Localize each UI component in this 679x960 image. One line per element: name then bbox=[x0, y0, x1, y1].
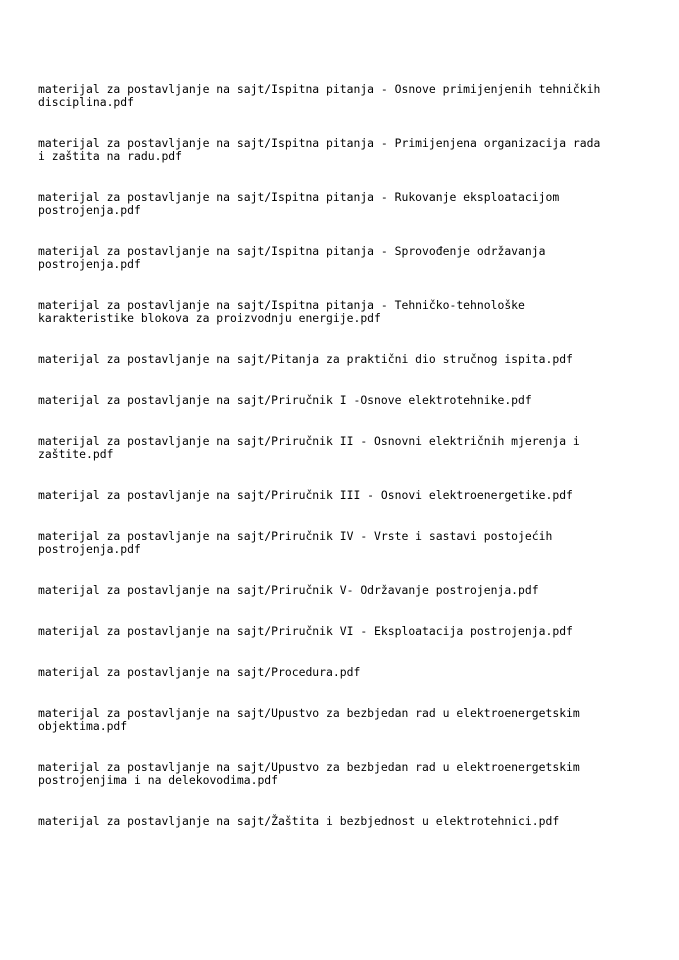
file-path-line-2: objektima.pdf bbox=[38, 718, 128, 733]
file-path-entry bbox=[38, 707, 643, 732]
file-path-line-1: materijal za postavljanje na sajt/Priručnik VI - Eksploatacija postrojenja.pdf bbox=[38, 624, 573, 638]
file-path-line-1: materijal za postavljanje na sajt/Upustvo za bezbjedan rad u elektroenergetskim bbox=[38, 706, 580, 720]
file-path-line-1: materijal za postavljanje na sajt/Ispitna pitanja - Tehničko-tehnološke bbox=[38, 298, 525, 312]
file-path-line-1: materijal za postavljanje na sajt/Upustvo za bezbjedan rad u elektroenergetskim bbox=[38, 760, 580, 774]
file-path-line-1: materijal za postavljanje na sajt/Priručnik IV - Vrste i sastavi postojećih bbox=[38, 529, 553, 543]
file-path-entry bbox=[38, 394, 643, 407]
file-path-entry bbox=[38, 83, 643, 108]
file-path-line-1: materijal za postavljanje na sajt/Pitanja za praktični dio stručnog ispita.pdf bbox=[38, 352, 573, 366]
file-path-entry bbox=[38, 761, 643, 786]
file-path-line-2: disciplina.pdf bbox=[38, 94, 135, 109]
file-path-entry bbox=[38, 245, 643, 270]
file-path-line-1: materijal za postavljanje na sajt/Priručnik II - Osnovni električnih mjerenja i bbox=[38, 434, 580, 448]
file-list bbox=[38, 83, 643, 856]
file-path-entry bbox=[38, 666, 643, 679]
file-path-entry bbox=[38, 353, 643, 366]
file-path-line-2: postrojenja.pdf bbox=[38, 541, 141, 556]
file-path-line-1: materijal za postavljanje na sajt/Ispitna pitanja - Rukovanje eksploatacijom bbox=[38, 190, 560, 204]
file-path-line-1: materijal za postavljanje na sajt/Priručnik I -Osnove elektrotehnike.pdf bbox=[38, 393, 532, 407]
file-path-line-2: postrojenjima i na delekovodima.pdf bbox=[38, 772, 279, 787]
file-path-line-2: postrojenja.pdf bbox=[38, 256, 141, 271]
file-path-line-1: materijal za postavljanje na sajt/Žaštita i bezbjednost u elektrotehnici.pdf bbox=[38, 814, 560, 828]
file-path-entry bbox=[38, 489, 643, 502]
file-path-entry bbox=[38, 530, 643, 555]
file-path-line-2: karakteristike blokova za proizvodnju energije.pdf bbox=[38, 310, 381, 325]
file-path-entry bbox=[38, 435, 643, 460]
file-path-line-1: materijal za postavljanje na sajt/Ispitna pitanja - Osnove primijenjenih tehničkih bbox=[38, 82, 601, 96]
file-path-entry bbox=[38, 815, 643, 828]
file-path-entry bbox=[38, 299, 643, 324]
file-path-line-2: postrojenja.pdf bbox=[38, 202, 141, 217]
file-path-line-2: i zaštita na radu.pdf bbox=[38, 148, 183, 163]
file-path-line-1: materijal za postavljanje na sajt/Ispitna pitanja - Primijenjena organizacija rada bbox=[38, 136, 601, 150]
file-path-entry bbox=[38, 625, 643, 638]
file-path-entry bbox=[38, 584, 643, 597]
file-path-line-1: materijal za postavljanje na sajt/Procedura.pdf bbox=[38, 665, 361, 679]
file-path-line-2: zaštite.pdf bbox=[38, 446, 114, 461]
file-path-entry bbox=[38, 137, 643, 162]
file-path-line-1: materijal za postavljanje na sajt/Priručnik V- Održavanje postrojenja.pdf bbox=[38, 583, 539, 597]
file-path-line-1: materijal za postavljanje na sajt/Priručnik III - Osnovi elektroenergetike.pdf bbox=[38, 488, 573, 502]
file-path-entry bbox=[38, 191, 643, 216]
file-path-line-1: materijal za postavljanje na sajt/Ispitna pitanja - Sprovođenje održavanja bbox=[38, 244, 546, 258]
